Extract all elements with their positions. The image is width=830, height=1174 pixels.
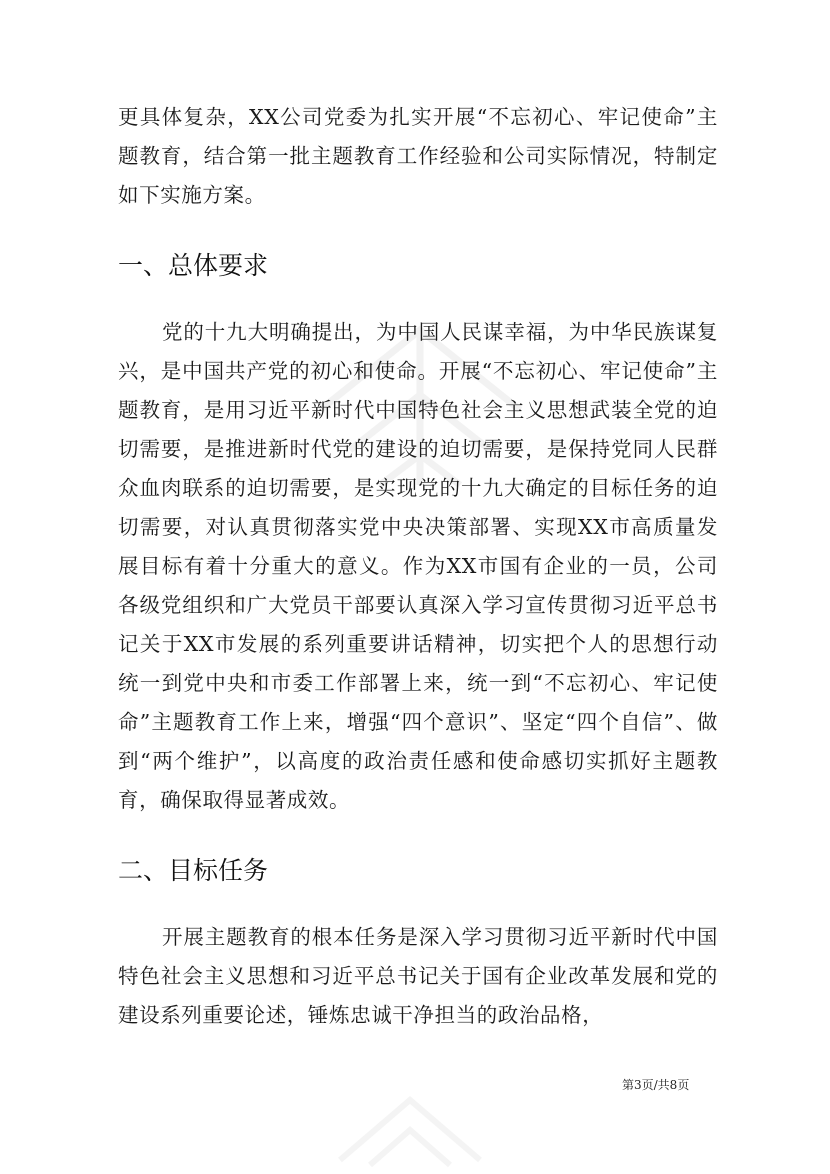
section-heading-goals-tasks: 二、目标任务 [118,856,269,885]
section-heading-overall-requirements: 一、总体要求 [118,251,269,280]
intro-paragraph: 更具体复杂，XX公司党委为扎实开展“不忘初心、牢记使命”主题教育，结合第一批主题教育工作经验和公司实际情况，特制定如下实施方案。 [118,105,718,207]
watermark-bottom-icon [330,1080,490,1170]
page-number: 第3页/共8页 [622,1078,690,1092]
document-body [118,98,718,1035]
section1-paragraph: 党的十九大明确提出，为中国人民谋幸福，为中华民族谋复兴，是中国共产党的初心和使命。开展“不忘初心、牢记使命”主题教育，是用习近平新时代中国特色社会主义思想武装全党的迫切需要，是推进新时代党的建设的迫切需要，是保持党同人民群众血肉联系的迫切需要，是实现党的十九大确定的目标任务的迫切需要，对认真贯彻落实党中央决策部署、实现XX市高质量发展目标有着十分重大的意义。作为XX市国有企业的一员，公司各级党组织和广大党员干部要认真深入学习宣传贯彻习近平总书记关于XX市发展的系列重要讲话精神，切实把个人的思想行动统一到党中央和市委工作部署上来，统一到“不忘初心、牢记使命”主题教育工作上来，增强“四个意识”、坚定“四个自信”、做到“两个维护”，以高度的政治责任感和使命感切实抓好主题教育，确保取得显著成效。 [118,320,718,812]
section2-paragraph: 开展主题教育的根本任务是深入学习贯彻习近平新时代中国特色社会主义思想和习近平总书记关于国有企业改革发展和党的建设系列重要论述，锤炼忠诚干净担当的政治品格， [118,925,718,1027]
